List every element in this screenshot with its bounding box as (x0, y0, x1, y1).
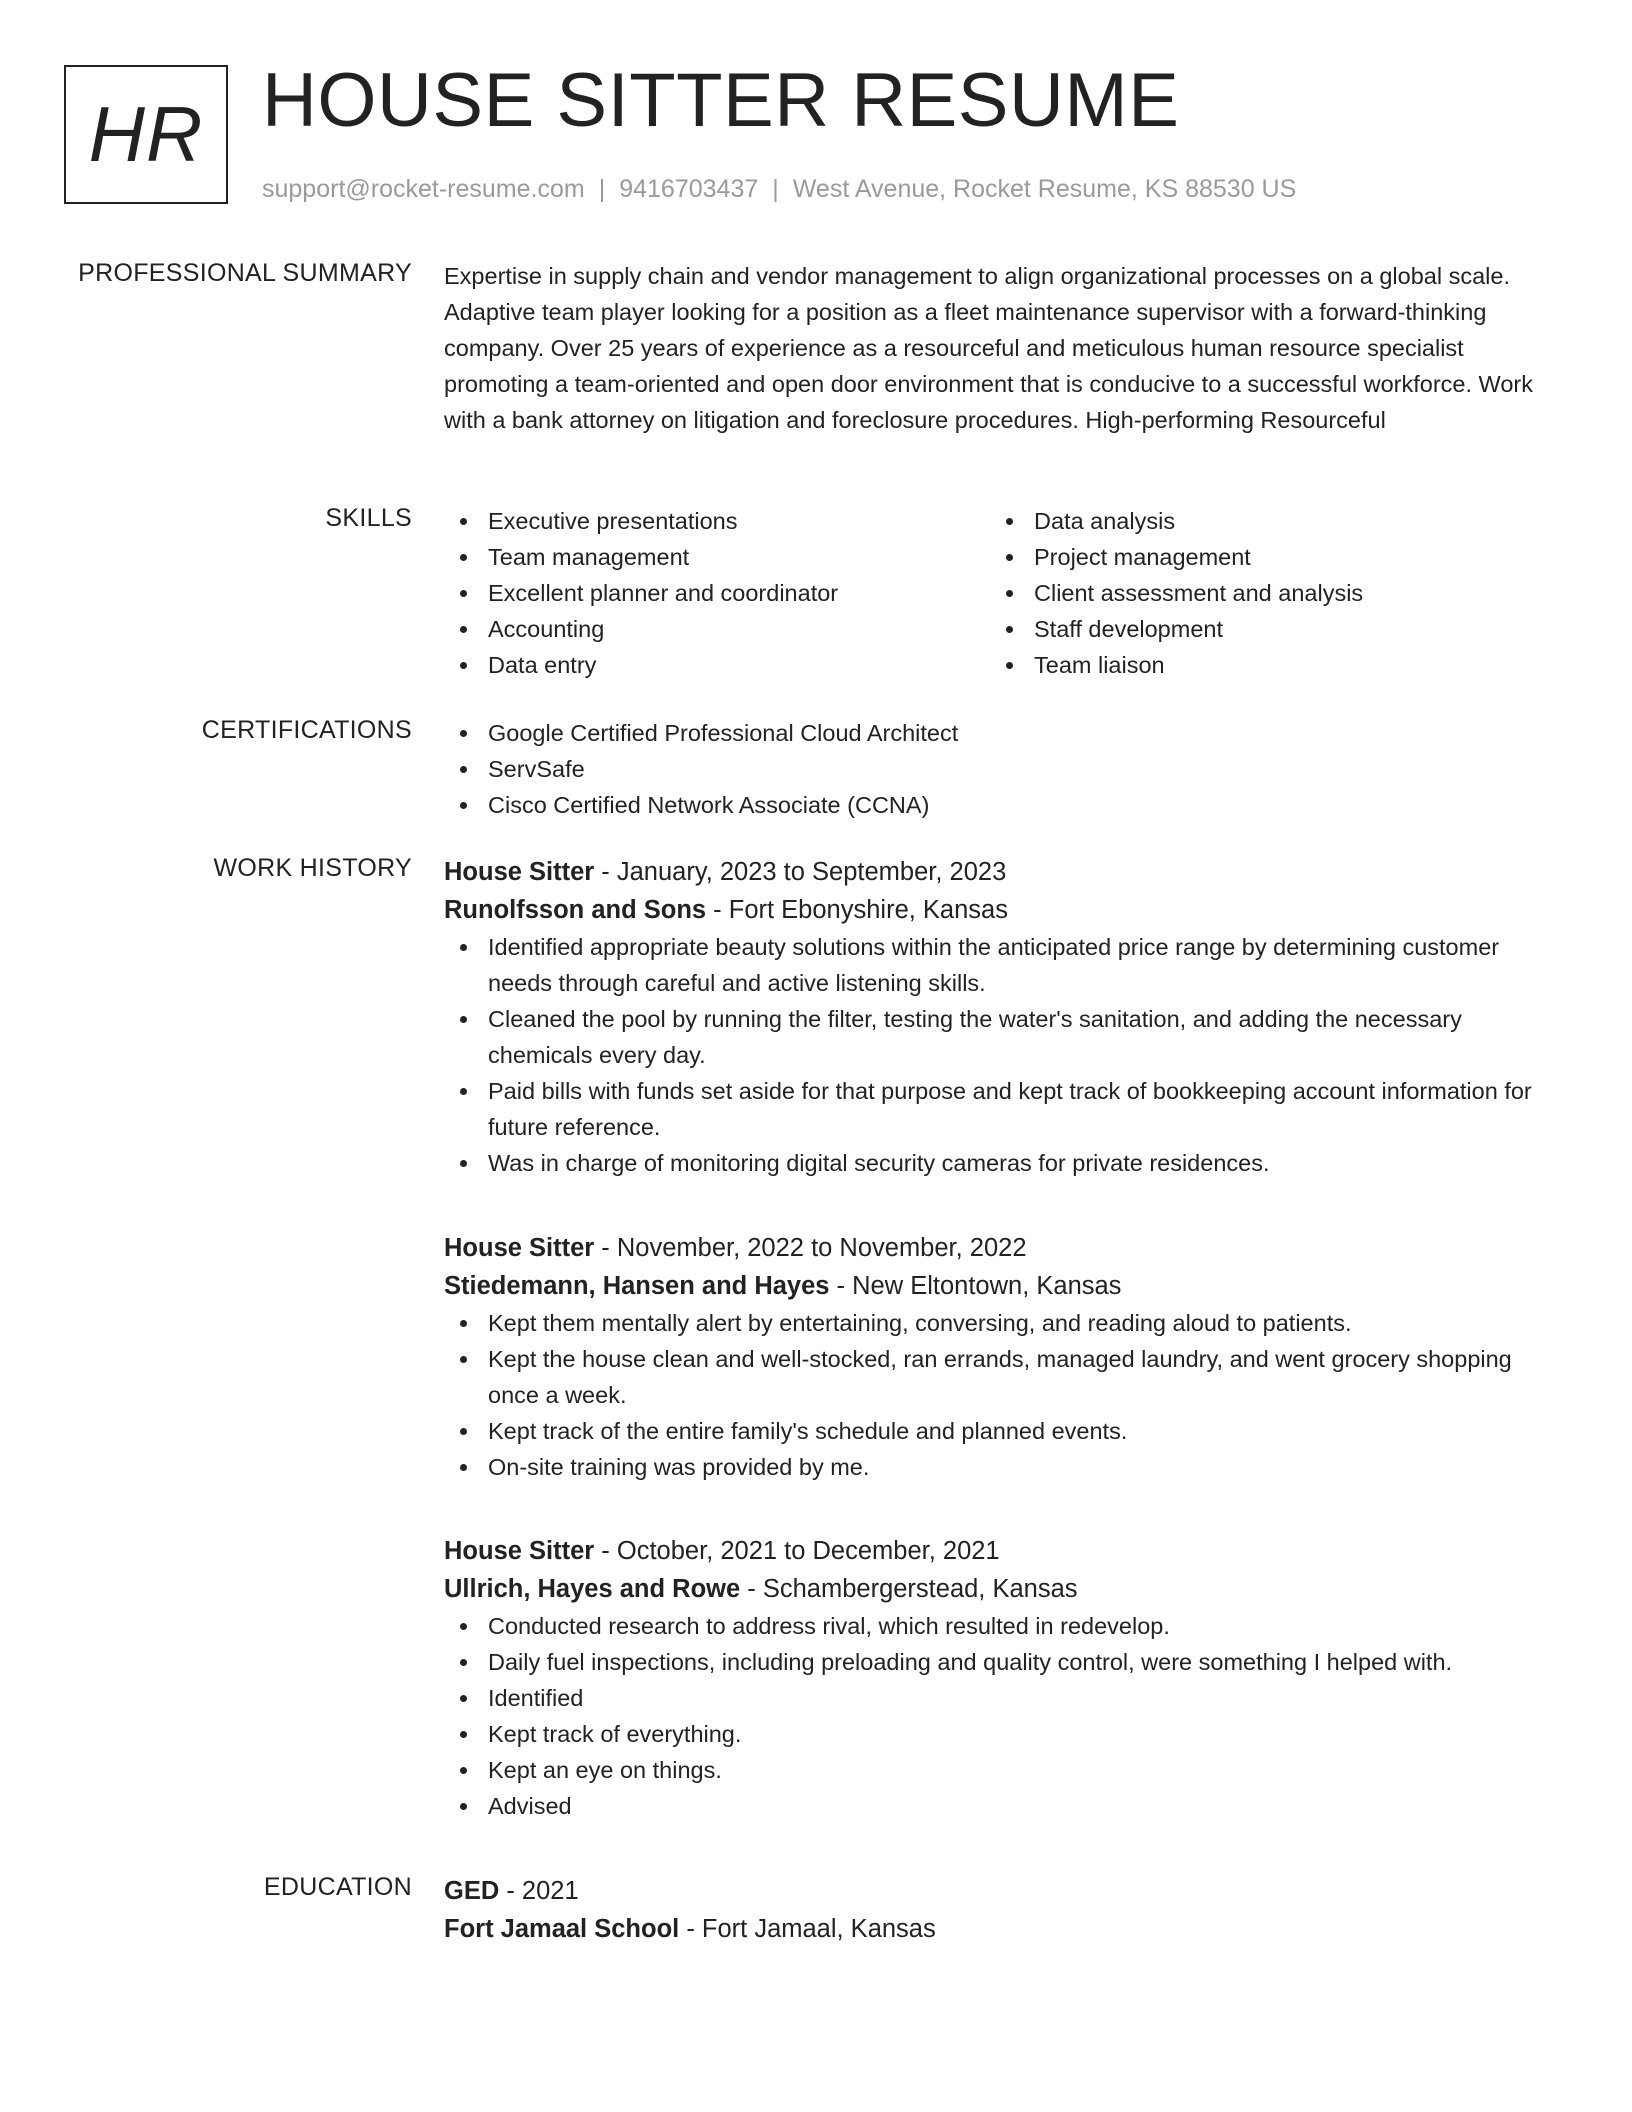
job-location: - New Eltontown, Kansas (829, 1272, 1122, 1300)
job-bullet: Conducted research to address rival, which resulted in redevelop. (444, 1608, 1554, 1644)
skill-item: Client assessment and analysis (990, 575, 1536, 611)
job-title: House Sitter (444, 1537, 595, 1565)
job-bullet: Daily fuel inspections, including preloading and quality control, were something I helped with. (444, 1644, 1554, 1680)
job-bullet: Was in charge of monitoring digital security cameras for private residences. (444, 1145, 1554, 1181)
job-bullets (444, 1608, 1554, 1824)
section-label-certifications: CERTIFICATIONS (201, 716, 412, 744)
certification-item: Cisco Certified Network Associate (CCNA) (444, 787, 1554, 823)
skills-list-left (444, 503, 990, 683)
skills-list-right (990, 503, 1536, 683)
job-title: House Sitter (444, 1234, 595, 1262)
skill-item: Team management (444, 539, 990, 575)
job-location: - Fort Ebonyshire, Kansas (706, 896, 1008, 924)
job-title-line (444, 1229, 1554, 1267)
job-company-line (444, 1570, 1554, 1608)
contact-phone: 9416703437 (619, 175, 759, 203)
page-title: HOUSE SITTER RESUME (262, 58, 1180, 143)
summary-body (444, 258, 1554, 438)
job-location: - Schambergerstead, Kansas (740, 1575, 1078, 1603)
skill-item: Project management (990, 539, 1536, 575)
job-dates: - November, 2022 to November, 2022 (594, 1234, 1027, 1262)
job-bullet: Kept track of the entire family's schedule and planned events. (444, 1413, 1554, 1449)
job-bullet: Kept an eye on things. (444, 1752, 1554, 1788)
skill-item: Excellent planner and coordinator (444, 575, 990, 611)
contact-address: West Avenue, Rocket Resume, KS 88530 US (792, 175, 1297, 203)
section-label-skills: SKILLS (325, 504, 412, 532)
skill-item: Executive presentations (444, 503, 990, 539)
job-bullet: Kept the house clean and well-stocked, ran errands, managed laundry, and went grocery shopping once a week. (444, 1341, 1554, 1413)
job-bullet: Paid bills with funds set aside for that purpose and kept track of bookkeeping account information for future reference. (444, 1073, 1554, 1145)
job-bullet: Cleaned the pool by running the filter, testing the water's sanitation, and adding the necessary chemicals every day. (444, 1001, 1554, 1073)
section-label-summary: PROFESSIONAL SUMMARY (78, 259, 412, 287)
job-company-line (444, 891, 1554, 929)
skill-item: Team liaison (990, 647, 1536, 683)
job-bullet: Kept track of everything. (444, 1716, 1554, 1752)
job-bullet: Advised (444, 1788, 1554, 1824)
job-bullet: On-site training was provided by me. (444, 1449, 1554, 1485)
skill-item: Data analysis (990, 503, 1536, 539)
job-dates: - October, 2021 to December, 2021 (594, 1537, 1000, 1565)
job-bullet: Kept them mentally alert by entertaining, conversing, and reading aloud to patients. (444, 1305, 1554, 1341)
job-bullets (444, 929, 1554, 1181)
education-body (444, 1872, 1554, 1948)
skill-item: Staff development (990, 611, 1536, 647)
monogram-badge: HR (64, 65, 228, 204)
summary-text: Expertise in supply chain and vendor management to align organizational processes on a global scale. Adaptive team player looking for a position as a fleet maintenance supervisor with a forward-thinking company. Over 25 years of experience as a resourceful and meticulous human resource specialist promoting a team-oriented and open door environment that is conducive to a successful workforce. Work with a bank attorney on litigation and foreclosure procedures. High-performing Resourceful (444, 263, 1533, 433)
certifications-body (444, 715, 1554, 823)
job-company: Runolfsson and Sons (444, 896, 707, 924)
education-location: - Fort Jamaal, Kansas (679, 1915, 936, 1943)
job-company: Ullrich, Hayes and Rowe (444, 1575, 741, 1603)
contact-separator: | (772, 175, 779, 203)
contact-separator: | (598, 175, 606, 203)
skill-item: Data entry (444, 647, 990, 683)
job-title-line (444, 1532, 1554, 1570)
section-label-education: EDUCATION (263, 1873, 412, 1901)
job-bullets (444, 1305, 1554, 1485)
job-title: House Sitter (444, 858, 595, 886)
job-title-line (444, 853, 1554, 891)
job-bullet: Identified appropriate beauty solutions within the anticipated price range by determining customer needs through careful and active listening skills. (444, 929, 1554, 1001)
section-label-work-history: WORK HISTORY (213, 854, 412, 882)
contact-line (262, 174, 1296, 204)
certification-item: Google Certified Professional Cloud Architect (444, 715, 1554, 751)
job-dates: - January, 2023 to September, 2023 (594, 858, 1007, 886)
skill-item: Accounting (444, 611, 990, 647)
education-year: - 2021 (499, 1877, 579, 1905)
job-company: Stiedemann, Hansen and Hayes (444, 1272, 830, 1300)
skills-body (444, 503, 1554, 683)
education-degree-line (444, 1872, 1554, 1910)
contact-email: support@rocket-resume.com (262, 175, 585, 203)
job-company-line (444, 1267, 1554, 1305)
education-school: Fort Jamaal School (444, 1915, 680, 1943)
job-bullet: Identified (444, 1680, 1554, 1716)
certification-item: ServSafe (444, 751, 1554, 787)
education-degree: GED (444, 1877, 500, 1905)
education-school-line (444, 1910, 1554, 1948)
certifications-list (444, 715, 1554, 823)
